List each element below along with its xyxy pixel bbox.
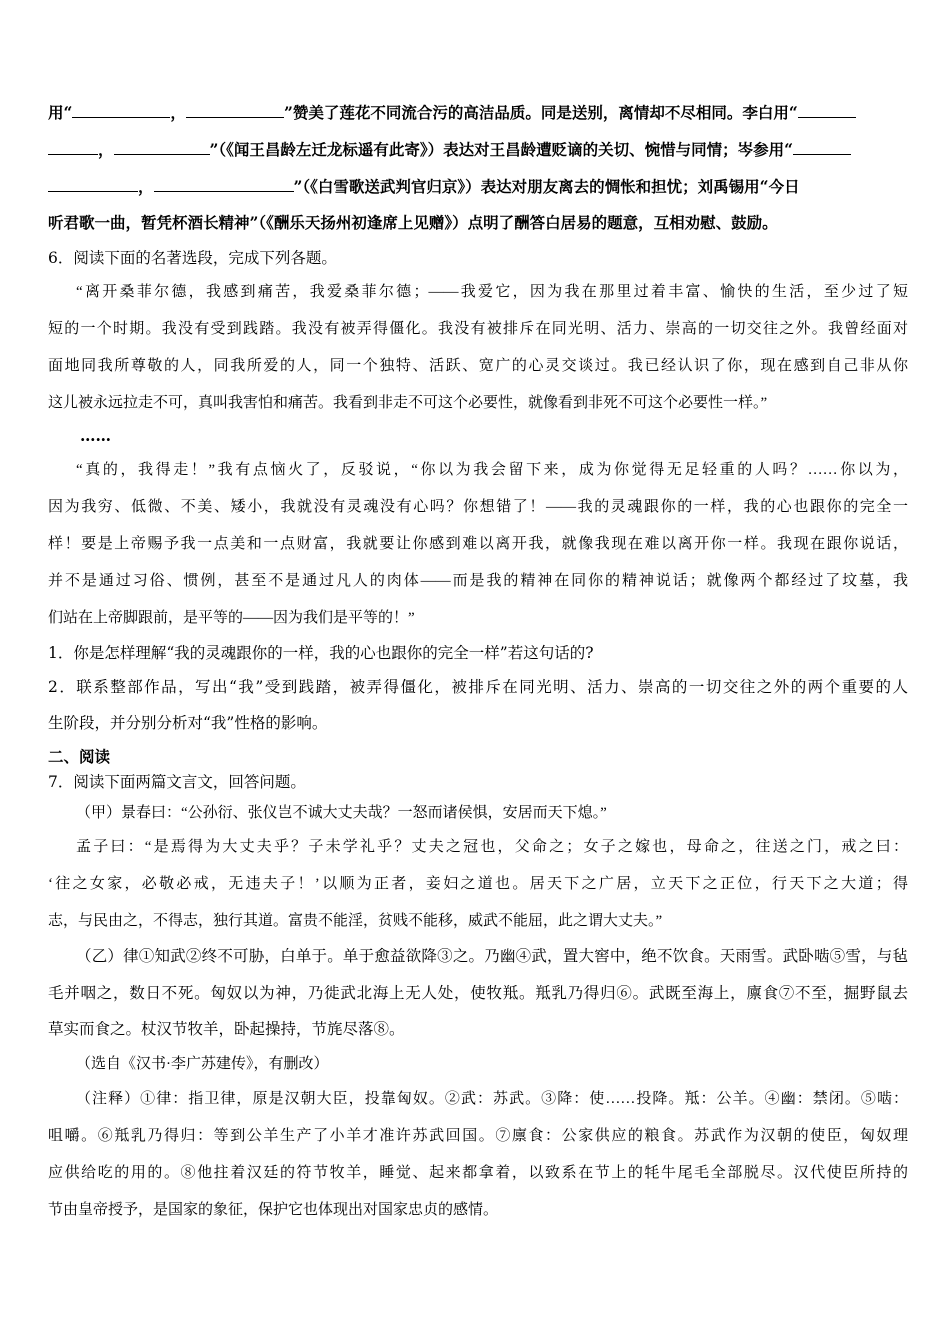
- excerpt-line: 短的一个时期。我没有受到践踏。我没有被弄得僵化。我没有被排斥在同光明、活力、崇高的一切交往之外。我曾经面对: [48, 321, 908, 337]
- classical-text-yi: 毛并咽之，数日不死。匈奴以为神，乃徙武北海上无人处，使牧羝。羝乳乃得归⑥。武既至海上，廪食⑦不至，掘野鼠去: [48, 984, 908, 1002]
- question-6-sub-2: 2．联系整部作品，写出“我”受到践踏，被弄得僵化，被排斥在同光明、活力、崇高的一切交往之外的两个重要的人: [48, 678, 908, 696]
- answer-blank[interactable]: [48, 176, 138, 192]
- poetry-line-2: ， ”（《闻王昌龄左迁龙标遥有此寄》）表达对王昌龄遭贬谪的关切、惋惜与同情；岑参用“: [48, 139, 908, 161]
- answer-blank[interactable]: [793, 139, 851, 155]
- source-citation: （选自《汉书·李广苏建传》，有删改）: [76, 1056, 329, 1072]
- excerpt-line: 并不是通过习俗、惯例，甚至不是通过凡人的肉体——而是我的精神在同你的精神说话；就像两个都经过了坟墓，我: [48, 573, 908, 589]
- answer-blank[interactable]: [114, 139, 210, 155]
- excerpt-line: 们站在上帝脚跟前，是平等的——因为我们是平等的！”: [48, 610, 415, 626]
- excerpt-line: 面地同我所尊敬的人，同我所爱的人，同一个独特、活跃、宽广的心灵交谈过。我已经认识了你，现在感到自己非从你: [48, 358, 908, 374]
- annotation-line: 应供给吃的用的。⑧他拄着汉廷的符节牧羊，睡觉、起来都拿着，以致系在节上的牦牛尾毛全部脱尽。汉代使臣所持的: [48, 1165, 908, 1181]
- answer-blank[interactable]: [154, 176, 294, 192]
- poetry-line-4: 听君歌一曲，暂凭杯酒长精神”（《酬乐天扬州初逢席上见赠》）点明了酬答白居易的题意，互相劝慰、鼓励。: [48, 213, 778, 232]
- question-7-heading: 7．阅读下面两篇文言文，回答问题。: [48, 773, 306, 791]
- classical-text-line: 孟子曰：“是焉得为大丈夫乎？子未学礼乎？丈夫之冠也，父命之；女子之嫁也，母命之，往送之门，戒之曰：: [76, 839, 908, 855]
- excerpt-line: “离开桑菲尔德，我感到痛苦，我爱桑菲尔德；——我爱它，因为我在那里过着丰富、愉快的生活，至少过了短: [76, 284, 908, 300]
- excerpt-line: 样！要是上帝赐予我一点美和一点财富，我就要让你感到难以离开我，就像我现在难以离开你一样。我现在跟你说话，: [48, 536, 908, 552]
- answer-blank[interactable]: [186, 102, 284, 118]
- question-6-heading: 6．阅读下面的名著选段，完成下列各题。: [48, 249, 337, 267]
- classical-text-jia: （甲）景春曰：“公孙衍、张仪岂不诚大丈夫哉？一怒而诸侯惧，安居而天下熄。”: [76, 805, 607, 821]
- classical-text-yi: 草实而食之。杖汉节牧羊，卧起操持，节旄尽落⑧。: [48, 1020, 405, 1038]
- ellipsis: ……: [80, 426, 111, 445]
- answer-blank[interactable]: [72, 102, 170, 118]
- annotation-line: 咀嚼。⑥羝乳乃得归：等到公羊生产了小羊才准许苏武回国。⑦廪食：公家供应的粮食。苏武作为汉朝的使臣，匈奴理: [48, 1128, 908, 1144]
- classical-text-line: ‘往之女家，必敬必戒，无违夫子！’以顺为正者，妾妇之道也。居天下之广居，立天下之正位，行天下之大道；得: [48, 876, 908, 892]
- annotation-line: （注释）①律：指卫律，原是汉朝大臣，投靠匈奴。②武：苏武。③降：使……投降。羝：公羊。④幽：禁闭。⑤啮：: [76, 1091, 908, 1107]
- annotation-line: 节由皇帝授予，是国家的象征，保护它也体现出对国家忠贞的感情。: [48, 1202, 499, 1218]
- poetry-line-3: ， ”（《白雪歌送武判官归京》）表达对朋友离去的惆怅和担忧；刘禹锡用“今日: [48, 176, 908, 198]
- question-6-sub-2-cont: 生阶段，并分别分析对“我”性格的影响。: [48, 714, 328, 732]
- excerpt-line: “真的，我得走！”我有点恼火了，反驳说，“你以为我会留下来，成为你觉得无足轻重的人吗？……你以为，: [76, 462, 908, 478]
- classical-text-line: 志，与民由之，不得志，独行其道。富贵不能淫，贫贱不能移，威武不能屈，此之谓大丈夫。”: [48, 913, 663, 929]
- question-6-sub-1: 1．你是怎样理解“我的灵魂跟你的一样，我的心也跟你的完全一样”若这句话的?: [48, 644, 594, 662]
- excerpt-line: 因为我穷、低微、不美、矮小，我就没有灵魂没有心吗？你想错了！——我的灵魂跟你的一样，我的心也跟你的完全一: [48, 499, 908, 515]
- answer-blank[interactable]: [48, 139, 98, 155]
- classical-text-yi: （乙）律①知武②终不可胁，白单于。单于愈益欲降③之。乃幽④武，置大窖中，绝不饮食。天雨雪。武卧啮⑤雪，与毡: [76, 947, 908, 965]
- excerpt-line: 这儿被永远拉走不可，真叫我害怕和痛苦。我看到非走不可这个必要性，就像看到非死不可这个必要性一样。”: [48, 395, 768, 411]
- answer-blank[interactable]: [798, 102, 856, 118]
- section-heading: 二、阅读: [48, 747, 111, 766]
- poetry-line-1: 用“ ， ”赞美了莲花不同流合污的高洁品质。同是送别，离情却不尽相同。李白用“: [48, 102, 908, 124]
